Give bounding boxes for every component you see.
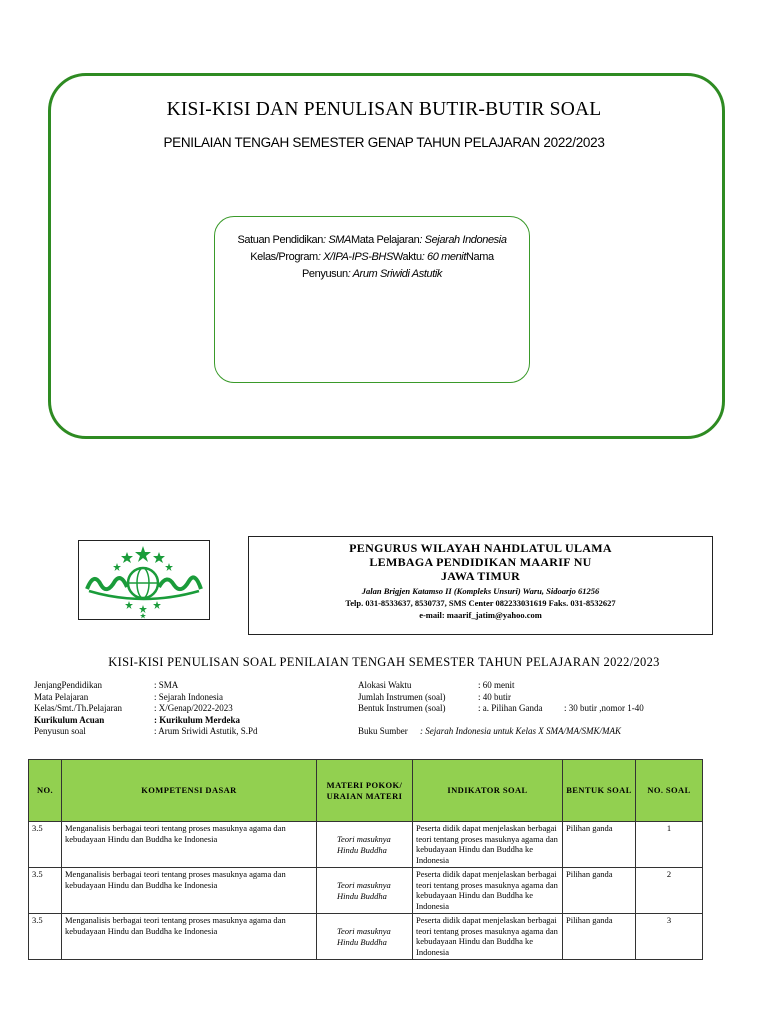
meta-right [358, 680, 644, 738]
identity-line-2 [215, 249, 529, 266]
meta-row [358, 703, 644, 715]
meta-value: : Arum Sriwidi Astutik, S.Pd [154, 726, 258, 736]
org-email: e-mail: maarif_jatim@yahoo.com [419, 610, 542, 620]
sep: : [347, 268, 353, 280]
meta-label: Kurikulum Acuan [34, 714, 105, 725]
cell-no-soal: 3 [636, 914, 703, 960]
cell-no: 3.5 [29, 914, 62, 960]
meta-value: : SMA [154, 680, 179, 690]
logo-box [78, 540, 210, 620]
value-kelas: X/IPA-IPS-BHS [323, 251, 393, 263]
maarif-nu-logo-icon [79, 541, 209, 619]
header-materi: MATERI POKOK/ URAIAN MATERI [317, 760, 413, 822]
meta-row [358, 692, 644, 704]
org-region: JAWA TIMUR [440, 569, 521, 583]
label-nama: Nama [466, 251, 494, 263]
cell-kompetensi: Menganalisis berbagai teori tentang proses masuknya agama dan kebudayaan Hindu dan Buddha ke Indonesia [62, 914, 317, 960]
sep: : [323, 234, 329, 246]
sep: : [419, 234, 425, 246]
header-no-soal: NO. SOAL [636, 760, 703, 822]
org-phone: Telp. 031-8533637, 8530737, SMS Center 082233031619 Faks. 031-8532627 [345, 598, 616, 608]
cell-kompetensi: Menganalisis berbagai teori tentang proses masuknya agama dan kebudayaan Hindu dan Buddha ke Indonesia [62, 868, 317, 914]
meta-left [34, 680, 258, 738]
identity-line-1 [215, 232, 529, 249]
value-mapel: Sejarah Indonesia [424, 234, 507, 246]
cell-kompetensi: Menganalisis berbagai teori tentang proses masuknya agama dan kebudayaan Hindu dan Buddha ke Indonesia [62, 822, 317, 868]
sep: : [317, 251, 324, 263]
meta-label: Mata Pelajaran [34, 691, 89, 702]
meta-value: : Kurikulum Merdeka [154, 714, 241, 725]
meta-value-extra: : 30 butir ,nomor 1-40 [564, 703, 644, 713]
meta-value: : a. Pilihan Ganda [478, 703, 543, 713]
meta-value: : X/Genap/2022-2023 [154, 703, 233, 713]
meta-row [34, 715, 258, 727]
identity-box [214, 216, 530, 383]
cell-indikator: Peserta didik dapat menjelaskan berbagai teori tentang proses masuknya agama dan kebudayaan Hindu dan Buddha ke Indonesia [413, 868, 563, 914]
kisi-table [28, 759, 703, 960]
header-indikator: INDIKATOR SOAL [413, 760, 563, 822]
meta-row [358, 726, 644, 738]
org-address: Jalan Brigjen Katamso II (Kompleks Unsuri) Waru, Sidoarjo 61256 [361, 586, 600, 596]
cell-bentuk: Pilihan ganda [563, 914, 636, 960]
header-bentuk-soal: BENTUK SOAL [563, 760, 636, 822]
org-name: PENGURUS WILAYAH NAHDLATUL ULAMA [349, 541, 612, 555]
meta-value: : Sejarah Indonesia untuk Kelas X SMA/MA/SMK/MAK [420, 726, 621, 736]
meta-label: Bentuk Instrumen (soal) [358, 703, 446, 713]
meta-row [34, 703, 258, 715]
meta-value: : 40 butir [478, 691, 511, 702]
meta-label: Kelas/Smt./Th.Pelajaran [34, 703, 122, 713]
document-title: KISI-KISI PENULISAN SOAL PENILAIAN TENGAH SEMESTER TAHUN PELAJARAN 2022/2023 [108, 655, 660, 669]
letterhead [248, 536, 713, 635]
table-row [29, 822, 703, 868]
label-kelas: Kelas/Program [250, 251, 318, 263]
meta-value: : 60 menit [478, 680, 515, 690]
cell-materi: Teori masuknya Hindu Buddha [317, 822, 413, 868]
value-waktu: 60 menit [427, 251, 466, 263]
label-satuan: Satuan Pendidikan [237, 234, 323, 246]
meta-row [34, 726, 258, 738]
cell-no-soal: 1 [636, 822, 703, 868]
header-kompetensi-dasar: KOMPETENSI DASAR [62, 760, 317, 822]
label-penyusun: Penyusun [301, 268, 348, 280]
value-satuan: SMA [328, 234, 351, 246]
cell-bentuk: Pilihan ganda [563, 868, 636, 914]
cell-no-soal: 2 [636, 868, 703, 914]
cell-no: 3.5 [29, 868, 62, 914]
label-mapel: Mata Pelajaran [350, 234, 420, 246]
meta-label: Buku Sumber [358, 726, 408, 736]
meta-row [358, 680, 644, 692]
cell-materi: Teori masuknya Hindu Buddha [317, 914, 413, 960]
table-header-row [29, 760, 703, 822]
header-no: NO. [29, 760, 62, 822]
meta-label: Penyusun soal [34, 726, 86, 736]
meta-label: Jumlah Instrumen (soal) [358, 691, 446, 702]
meta-label: JenjangPendidikan [34, 680, 102, 690]
label-waktu: Waktu [392, 251, 422, 263]
cell-bentuk: Pilihan ganda [563, 822, 636, 868]
table-row [29, 868, 703, 914]
table-row [29, 914, 703, 960]
cell-indikator: Peserta didik dapat menjelaskan berbagai teori tentang proses masuknya agama dan kebudayaan Hindu dan Buddha ke Indonesia [413, 822, 563, 868]
cell-indikator: Peserta didik dapat menjelaskan berbagai teori tentang proses masuknya agama dan kebudayaan Hindu dan Buddha ke Indonesia [413, 914, 563, 960]
meta-row [34, 692, 258, 704]
meta-value: : Sejarah Indonesia [154, 691, 223, 702]
cell-no: 3.5 [29, 822, 62, 868]
identity-line-3 [215, 266, 529, 283]
cover-subtitle: PENILAIAN TENGAH SEMESTER GENAP TAHUN PELAJARAN 2022/2023 [163, 135, 605, 150]
org-unit: LEMBAGA PENDIDIKAN MAARIF NU [369, 555, 592, 569]
meta-label: Alokasi Waktu [358, 680, 412, 690]
sep: : [421, 251, 427, 263]
value-penyusun: Arum Sriwidi Astutik [352, 268, 443, 280]
cover-title: KISI-KISI DAN PENULISAN BUTIR-BUTIR SOAL [166, 99, 602, 120]
meta-row [34, 680, 258, 692]
cell-materi: Teori masuknya Hindu Buddha [317, 868, 413, 914]
